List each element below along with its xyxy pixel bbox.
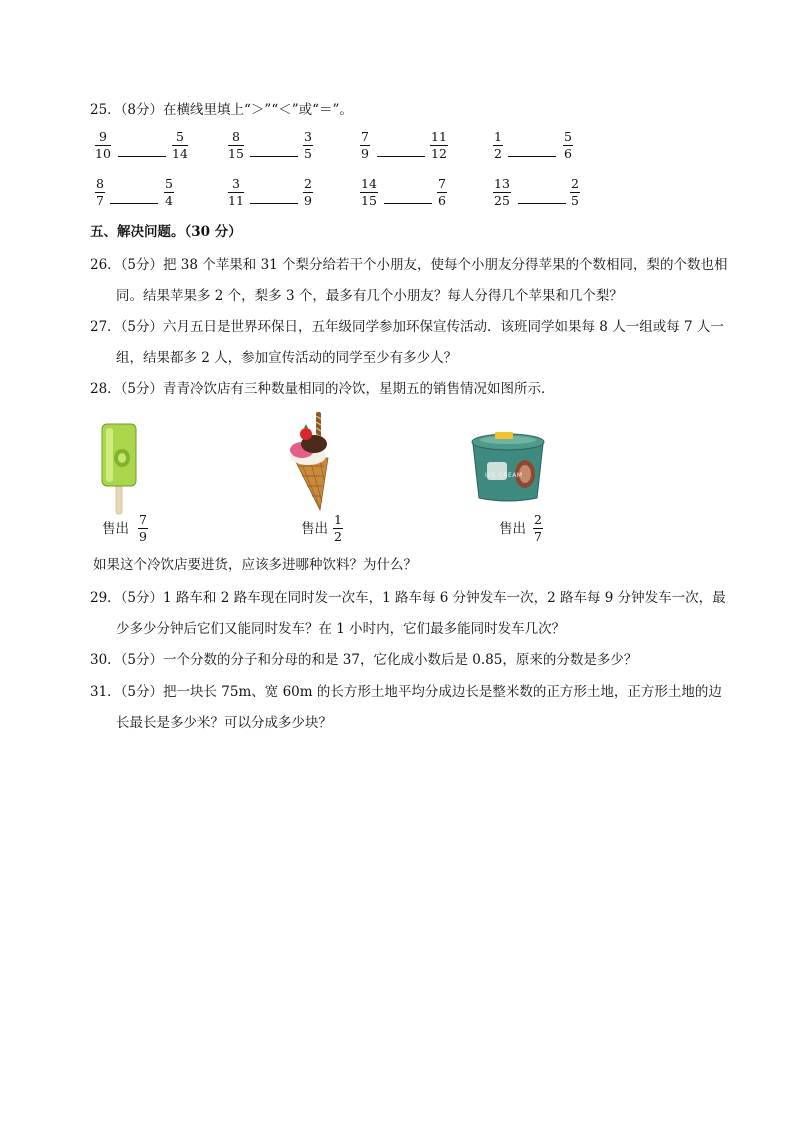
answer-blank[interactable] xyxy=(118,156,166,157)
ice-cream-cup-icon xyxy=(467,428,549,504)
fraction: 2 9 xyxy=(304,176,312,208)
fraction: 9 10 xyxy=(95,129,111,161)
fraction: 3 5 xyxy=(304,129,312,161)
fraction: 7 6 xyxy=(438,176,446,208)
fraction: 8 7 xyxy=(96,176,104,208)
fraction: 2 7 xyxy=(534,512,542,544)
fraction: 5 4 xyxy=(165,176,173,208)
fraction: 7 9 xyxy=(139,512,147,544)
fraction: 1 2 xyxy=(494,129,502,161)
q30-line1: 30．（5分）一个分数的分子和分母的和是 37，它化成小数后是 0.85，原来的分数是多少？ xyxy=(90,652,638,668)
section-title: 五、解决问题。（30 分） xyxy=(90,224,242,240)
q31-line1: 31．（5分）把一块长 75m、宽 60m 的长方形土地平均分成边长是整米数的正方形土地，正方形土地的边 xyxy=(90,684,722,700)
q26-line1: 26．（5分）把 38 个苹果和 31 个梨分给若干个小朋友，使每个小朋友分得苹果的个数相同，梨的个数也相 xyxy=(90,257,728,273)
fraction: 3 11 xyxy=(228,176,244,208)
fraction: 8 15 xyxy=(228,129,244,161)
fraction: 14 15 xyxy=(361,176,377,208)
q29-line1: 29．（5分）1 路车和 2 路车现在同时发一次车，1 路车每 6 分钟发车一次，2 路车每 9 分钟发车一次，最 xyxy=(90,590,726,606)
answer-blank[interactable] xyxy=(250,203,298,204)
sold-label: 售出 xyxy=(102,521,129,537)
fraction: 5 14 xyxy=(172,129,188,161)
cup-brand-text: ICE CREAM xyxy=(485,472,523,479)
fraction: 11 12 xyxy=(431,129,447,161)
q27-line2: 组，结果都多 2 人，参加宣传活动的同学至少有多少人？ xyxy=(116,350,458,366)
popsicle-icon xyxy=(99,420,139,516)
q28-question: 如果这个冷饮店要进货，应该多进哪种饮料？为什么？ xyxy=(93,557,417,573)
ice-cream-cone-icon xyxy=(280,410,342,514)
fraction: 2 5 xyxy=(571,176,579,208)
fraction: 1 2 xyxy=(334,512,342,544)
answer-blank[interactable] xyxy=(518,203,566,204)
answer-blank[interactable] xyxy=(110,203,158,204)
q31-line2: 长最长是多少米？可以分成多少块？ xyxy=(116,715,332,731)
sold-label: 售出 xyxy=(301,521,328,537)
q26-line2: 同。结果苹果多 2 个，梨多 3 个，最多有几个小朋友？每人分得几个苹果和几个梨？ xyxy=(116,288,623,304)
q29-line2: 少多少分钟后它们又能同时发车？在 1 小时内，它们最多能同时发车几次？ xyxy=(116,621,566,637)
answer-blank[interactable] xyxy=(250,156,298,157)
fraction: 13 25 xyxy=(494,176,510,208)
answer-blank[interactable] xyxy=(508,156,556,157)
q27-line1: 27．（5分）六月五日是世界环保日，五年级同学参加环保宣传活动．该班同学如果每 8 人一组或每 7 人一 xyxy=(90,319,724,335)
sold-label: 售出 xyxy=(499,521,526,537)
fraction: 5 6 xyxy=(564,129,572,161)
fraction: 7 9 xyxy=(361,129,369,161)
q25-stem: 25．（8分）在横线里填上“＞”“＜”或“＝”。 xyxy=(90,102,353,118)
q28-line1: 28．（5分）青青冷饮店有三种数量相同的冷饮，星期五的销售情况如图所示． xyxy=(90,381,555,397)
answer-blank[interactable] xyxy=(377,156,425,157)
answer-blank[interactable] xyxy=(384,203,432,204)
